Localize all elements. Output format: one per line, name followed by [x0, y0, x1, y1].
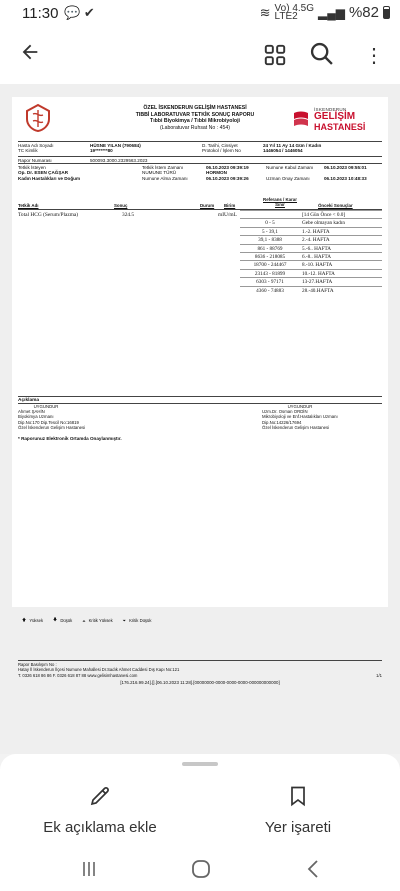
reference-period: 28.-40.HAFTA [300, 286, 382, 294]
sample-type-label: NUMUNE TÜRÜ [142, 170, 177, 175]
system-nav-bar [0, 849, 400, 891]
sample-time-label: Numune Alma Zamanı [142, 176, 188, 181]
more-vert-icon[interactable]: ⋮ [364, 45, 384, 67]
requester-name: Op. Dr. ESEN ÇAĞŞAR [18, 170, 69, 175]
bookmark-icon [286, 784, 310, 808]
reference-period: 1.-2. HAFTA [300, 227, 382, 235]
hospital-logo-line2: HASTANESİ [314, 122, 366, 132]
col-test: Tetkik Adı [18, 203, 39, 208]
results-table [18, 197, 382, 306]
accept-label: Numune Kabul Zamanı [266, 165, 314, 170]
hospital-logo-mark-icon [292, 108, 310, 130]
reference-row [18, 260, 382, 268]
reference-list [18, 210, 382, 294]
reference-range: 6303 - 97171 [240, 277, 300, 285]
request-time-label: Tetkik İstem Zamanı [142, 165, 184, 170]
hospital-title: ÖZEL İSKENDERUN GELİŞİM HASTANESİ [143, 105, 247, 111]
sheet-drag-handle[interactable] [182, 762, 218, 766]
sample-time-value: 06.10.2023 09:39:26 [206, 176, 249, 181]
tc-label: TC Kimlik [18, 148, 38, 153]
bottom-sheet [0, 754, 400, 849]
dob-label: D. Tarihi, Cinsiyet [202, 143, 238, 148]
network-indicator: Vo) 4.5G LTE2 [274, 2, 314, 22]
test-unit: mIU/mL [218, 212, 237, 218]
reference-range: 0 - 5 [240, 218, 300, 226]
electronic-approval-note: * Raporunuz Elektronik Ortamda Onaylanmıştır. [18, 436, 122, 441]
report-title: TIBBİ LABORATUVAR TETKİK SONUÇ RAPORU [135, 111, 255, 118]
back-icon[interactable] [304, 858, 322, 885]
home-icon[interactable] [190, 858, 212, 885]
protocol-value: 1446054 / 1446054 [263, 148, 303, 153]
reference-period: 8.-10. HAFTA [300, 260, 382, 268]
reference-period: Gebe olmayan kadın [300, 218, 382, 226]
col-result: Sonuç [114, 203, 128, 208]
chat-bubble-icon: 💬 [64, 5, 81, 20]
search-icon[interactable] [308, 40, 336, 73]
add-comment-label: Ek açıklama ekle [43, 819, 157, 836]
status-legend: 🡅 Yüksek 🡇 Düşük ⏶ Kritik Yüksek ⏷ Kritik Düşük [22, 617, 152, 623]
lab-license: (Laboratuvar Ruhsat No : 454) [159, 124, 231, 131]
page-number: 1/1 [376, 673, 382, 678]
grid-icon[interactable] [262, 42, 288, 73]
footer-contact: T. 0326 618 86 86 F. 0326 618 87 88 www.gelisimhastanesi.com [18, 672, 138, 678]
report-titles [110, 105, 280, 131]
report-header [12, 97, 388, 139]
trace-line: [176.216.99.24].[].[06.10.2023 11:28].[00000000-0000-0000-0000-000000000000] [120, 680, 280, 685]
reference-row [18, 218, 382, 226]
reference-period: 6.-8.. HAFTA [300, 252, 382, 260]
report-footer [18, 660, 382, 678]
reference-range: 8636 - 218085 [240, 252, 300, 260]
col-unit: Birim [224, 203, 236, 208]
status-time: 11:30 [22, 5, 59, 22]
reference-period: [14 Gün Önce < 0.0] [300, 210, 382, 218]
dob-value: 24 Yıl 11 Ay 14 Gün / Kadın [263, 143, 322, 148]
hospital-logo [292, 105, 382, 135]
reference-row [18, 269, 382, 277]
status-right [260, 4, 390, 21]
signer-right: UYGUNDUR Uzm.Dr. Osman ORDİN Mikrobiyoloji ve Enf.Hastalıkları Uzmanı Dip.No:14226/17694 Özel İskenderun Gelişim Hastanesi [262, 404, 338, 430]
wifi-mute-icon: ≋ [259, 4, 271, 20]
reference-range: 39,1 - 8388 [240, 235, 300, 243]
bookmark-label: Yer işareti [264, 819, 332, 836]
add-comment-button[interactable] [20, 784, 180, 836]
hospital-logo-city: İSKENDERUN [314, 107, 347, 112]
signal-icon: ▂▄▆ [318, 5, 345, 20]
arrow-up-icon: 🡅 [22, 617, 27, 622]
patient-info [18, 141, 382, 188]
footer-address: Hatay İl İskenderun İlçesi Numune Mahallesi Dr.Sadık Ahmet Caddesi Dış Kapı No:121 [18, 667, 180, 673]
sample-type-value: HORMON [206, 170, 227, 175]
hospital-logo-line1: GELİŞİM [314, 111, 356, 122]
report-no-value: 500093.3000.2329563.2023 [90, 158, 148, 163]
reference-row [18, 235, 382, 243]
reference-range: 23143 - 81899 [240, 269, 300, 277]
status-notification-icons [64, 5, 95, 21]
bookmark-button[interactable] [218, 784, 378, 836]
approve-value: 06.10.2023 10:48:33 [324, 176, 367, 181]
status-bar [0, 0, 400, 28]
pencil-icon [88, 784, 112, 808]
reference-row [18, 227, 382, 235]
reference-period: 5.-6.. HAFTA [300, 244, 382, 252]
double-chevron-down-icon: ⏷ [122, 618, 127, 623]
test-name: Total HCG (Serum/Plazma) [18, 212, 79, 218]
reference-period: 2.-4. HAFTA [300, 235, 382, 243]
requester-label: Tetkik İsteyen [18, 165, 46, 170]
reference-range: 4360 - 74883 [240, 286, 300, 294]
reference-row [18, 252, 382, 260]
reference-row [18, 277, 382, 285]
reference-range [240, 210, 300, 218]
reference-range: 5 - 39,1 [240, 227, 300, 235]
reference-row [18, 244, 382, 252]
test-result: 324.5 [122, 212, 135, 218]
col-status: Durum [200, 203, 215, 208]
accept-value: 06.10.2023 09:55:01 [324, 165, 367, 170]
reference-row [18, 286, 382, 294]
arrow-down-icon: 🡇 [53, 617, 58, 622]
aciklama-label: Açıklama [18, 396, 382, 404]
approve-label: Uzman Onay Zamanı [266, 176, 310, 181]
col-previous: Önceki Sonuçlar [318, 203, 353, 208]
signer-left: UYGUNDUR Ahmet ŞAHİN Biyokimya Uzmanı Dip.No:170 Dip.Tescil No:16819 Özel İskenderun Gelişim Hastanesi [18, 404, 86, 430]
tc-value: 19*******80 [90, 148, 113, 153]
app-bar [0, 28, 400, 84]
report-no-label: Rapor Numarası [18, 158, 52, 163]
patient-name-label: Hasta Adı Soyadı [18, 143, 54, 148]
lab-report-page [12, 97, 388, 685]
reference-period: 10.-12. HAFTA [300, 269, 382, 277]
arrow-back-icon[interactable] [14, 40, 46, 72]
reference-row [18, 210, 382, 218]
recent-apps-icon[interactable] [80, 859, 98, 884]
double-chevron-up-icon: ⏶ [82, 618, 86, 623]
ministry-logo [24, 103, 52, 133]
protocol-label: Protokol / İşlem No [202, 148, 241, 153]
request-time-value: 06.10.2023 09:39:19 [206, 165, 249, 170]
reference-range: 861 - 88769 [240, 244, 300, 252]
download-check-icon: ✔ [83, 5, 95, 20]
footer-label: Rapor Basılışım No : [18, 662, 57, 667]
reference-period: 13-27.HAFTA [300, 277, 382, 285]
reference-range: 18700 - 244467 [240, 260, 300, 268]
lab-name: Tıbbi Biyokimya / Tıbbi Mikrobiyoloji [150, 118, 240, 125]
patient-name: HÜSNE YILAN (790684) [90, 143, 141, 148]
battery-level: %82 [348, 4, 379, 21]
requester-dept: Kadın Hastalıkları ve Doğum [18, 176, 81, 181]
col-reference: Referans / Karar Sınır [263, 197, 297, 207]
results-header [18, 197, 382, 210]
battery-icon [383, 6, 390, 19]
